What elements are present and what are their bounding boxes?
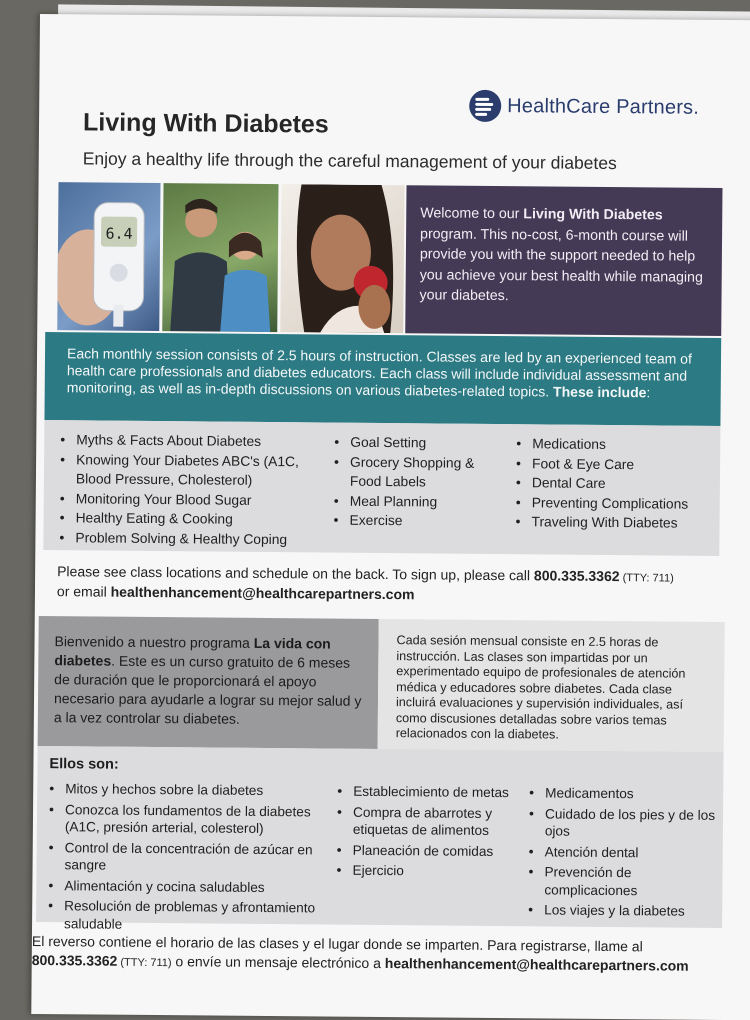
topic-item: • Cuidado de los pies y de los ojos — [529, 805, 725, 842]
es-welcome-end: . Este es un curso gratuito de 6 meses de duración que le proporcionará el apoyo necesario para ayudarle a lograr su mejor salud y a la vez controlar su diabetes. — [53, 652, 362, 727]
program-name: Living With Diabetes — [523, 206, 663, 224]
es-signup-email: healthenhancement@healthcarepartners.com — [384, 955, 689, 974]
topic-item: • Exercise — [334, 511, 494, 532]
es-topics-column-1 — [48, 780, 327, 937]
topic-item: • Knowing Your Diabetes ABC's (A1C, Blood Pressure, Cholesterol) — [60, 450, 322, 491]
photo-strip — [57, 182, 404, 333]
topics-panel — [43, 420, 720, 556]
es-topics-title: Ellos son: — [49, 756, 119, 773]
spanish-session-box — [378, 619, 725, 752]
couple-photo — [162, 183, 278, 332]
spanish-welcome-box — [38, 616, 379, 749]
topic-item: • Monitoring Your Blood Sugar — [60, 489, 322, 511]
healthcare-partners-logo — [469, 90, 699, 124]
signup-email: healthenhancement@healthcarepartners.com — [110, 583, 415, 603]
welcome-text-start: Welcome to our — [420, 205, 524, 223]
spanish-signup-info — [32, 932, 732, 978]
topic-item: • Foot & Eye Care — [516, 454, 716, 475]
topic-item: • Alimentación y cocina saludables — [48, 877, 326, 897]
es-program-name: La vida con diabetes — [54, 634, 331, 669]
signup-text: Please see class locations and schedule on the back. To sign up, please call — [57, 563, 535, 584]
topic-item: • Goal Setting — [334, 433, 494, 454]
topic-item: • Conozca los fundamentos de la diabetes (A1C, presión arterial, colesterol) — [49, 801, 327, 838]
es-signup-phone: 800.335.3362 — [31, 951, 118, 969]
logo-mark-icon — [469, 90, 501, 122]
topic-item: • Medications — [516, 434, 716, 455]
topics-column-3 — [516, 434, 717, 533]
welcome-box — [405, 185, 722, 336]
topic-item: • Establecimiento de metas — [337, 783, 517, 802]
es-signup-or-email: o envíe un mensaje electrónico a — [171, 953, 385, 972]
es-signup-tty: (TTY: 711) — [117, 956, 172, 970]
topic-item: • Grocery Shopping & Food Labels — [334, 452, 494, 492]
topic-item: • Mitos y hechos sobre la diabetes — [49, 780, 327, 800]
signup-phone: 800.335.3362 — [533, 567, 620, 585]
topic-item: • Traveling With Diabetes — [516, 512, 716, 533]
topic-item: • Preventing Complications — [516, 493, 716, 514]
topic-item: • Problem Solving & Healthy Coping — [59, 528, 321, 550]
session-description — [44, 332, 721, 426]
topic-item: • Healthy Eating & Cooking — [60, 508, 322, 530]
signup-info — [57, 562, 717, 606]
meter-reading: 6.4 — [105, 224, 133, 243]
topic-item: • Resolución de problemas y afrontamiento saludable — [48, 897, 326, 934]
topic-item: • Control de la concentración de azúcar en sangre — [48, 839, 326, 876]
topics-lead-in: These include — [553, 383, 647, 401]
topics-colon: : — [646, 384, 651, 401]
topic-item: • Los viajes y la diabetes — [528, 901, 724, 920]
topics-column-2 — [334, 433, 495, 532]
topic-item: • Dental Care — [516, 473, 716, 494]
topic-item: • Compra de abarrotes y etiquetas de alimentos — [337, 803, 517, 840]
es-welcome-start: Bienvenido a nuestro programa — [54, 633, 254, 651]
signup-tty: (TTY: 711) — [619, 572, 674, 585]
es-session-text: Cada sesión mensual consiste en 2.5 horas de instrucción. Las clases son impartidas por un experimentado equipo de profesionales de atención médica y educadores sobre diabetes. Cada clase incluirá evaluaciones y supervisión individuales, así como discusiones detalladas sobre varios temas relacionados con la diabetes. — [395, 633, 686, 742]
woman-eating-apple-photo — [280, 184, 404, 333]
topic-item: • Myths & Facts About Diabetes — [60, 430, 322, 452]
topic-item: • Prevención de complicaciones — [528, 863, 724, 900]
spanish-topics-panel — [36, 746, 724, 932]
session-text: Each monthly session consists of 2.5 hours of instruction. Classes are led by an experienced team of health care professionals and diabetes educators. Each class will include individual assessment and monitoring, as well as in-depth discussions on various diabetes-related topics. — [66, 345, 692, 400]
welcome-text-end: program. This no-cost, 6-month course will provide you with the support needed to help you achieve your best health while managing your diabetes. — [419, 225, 703, 305]
glucose-meter-photo — [57, 182, 160, 331]
topic-item: • Ejercicio — [336, 862, 516, 881]
es-topics-column-3 — [528, 784, 725, 923]
es-signup-text: El reverso contiene el horario de las clases y el lugar donde se imparten. Para registrarse, llame al — [31, 932, 643, 955]
page-title: Living With Diabetes — [82, 108, 329, 139]
page-subtitle: Enjoy a healthy life through the careful management of your diabetes — [82, 148, 617, 174]
topic-item: • Medicamentos — [529, 784, 725, 803]
logo-text: HealthCare Partners. — [507, 94, 700, 119]
topics-column-1 — [59, 430, 322, 549]
topic-item: • Atención dental — [529, 843, 725, 862]
es-topics-column-2 — [336, 783, 517, 884]
topic-item: • Meal Planning — [334, 491, 494, 512]
topic-item: • Planeación de comidas — [337, 841, 517, 860]
signup-or-email: or email — [56, 583, 111, 600]
flyer-page — [31, 14, 750, 1020]
